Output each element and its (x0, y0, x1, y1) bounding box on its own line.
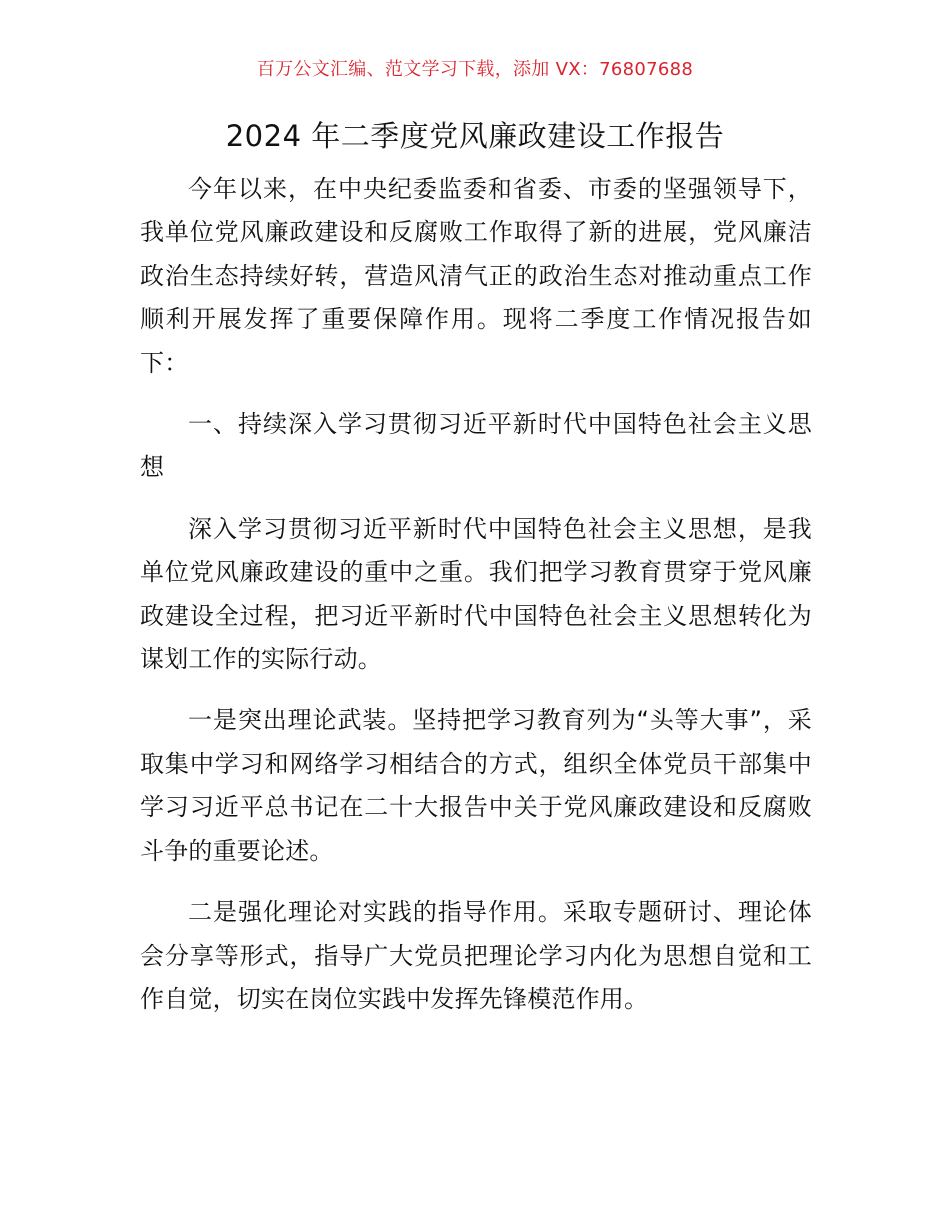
document-title: 2024 年二季度党风廉政建设工作报告 (225, 119, 725, 153)
section-heading-1: 一、持续深入学习贯彻习近平新时代中国特色社会主义思想 (140, 410, 812, 482)
paragraph-point-2: 二是强化理论对实践的指导作用。采取专题研讨、理论体会分享等形式，指导广大党员把理论学习内化为思想自觉和工作自觉，切实在岗位实践中发挥先锋模范作用。 (140, 898, 812, 1013)
paragraph-section-1: 深入学习贯彻习近平新时代中国特色社会主义思想，是我单位党风廉政建设的重中之重。我们把学习教育贯穿于党风廉政建设全过程，把习近平新时代中国特色社会主义思想转化为谋划工作的实际行动。 (140, 514, 812, 674)
paragraph-intro: 今年以来，在中央纪委监委和省委、市委的坚强领导下，我单位党风廉政建设和反腐败工作取得了新的进展，党风廉洁政治生态持续好转，营造风清气正的政治生态对推动重点工作顺利开展发挥了重要保障作用。现将二季度工作情况报告如下： (140, 175, 812, 377)
header-note: 百万公文汇编、范文学习下载，添加 VX：76807688 (256, 59, 694, 80)
document-body (140, 168, 812, 1039)
paragraph-point-1: 一是突出理论武装。坚持把学习教育列为“头等大事”，采取集中学习和网络学习相结合的方式，组织全体党员干部集中学习习近平总书记在二十大报告中关于党风廉政建设和反腐败斗争的重要论述。 (140, 706, 812, 865)
